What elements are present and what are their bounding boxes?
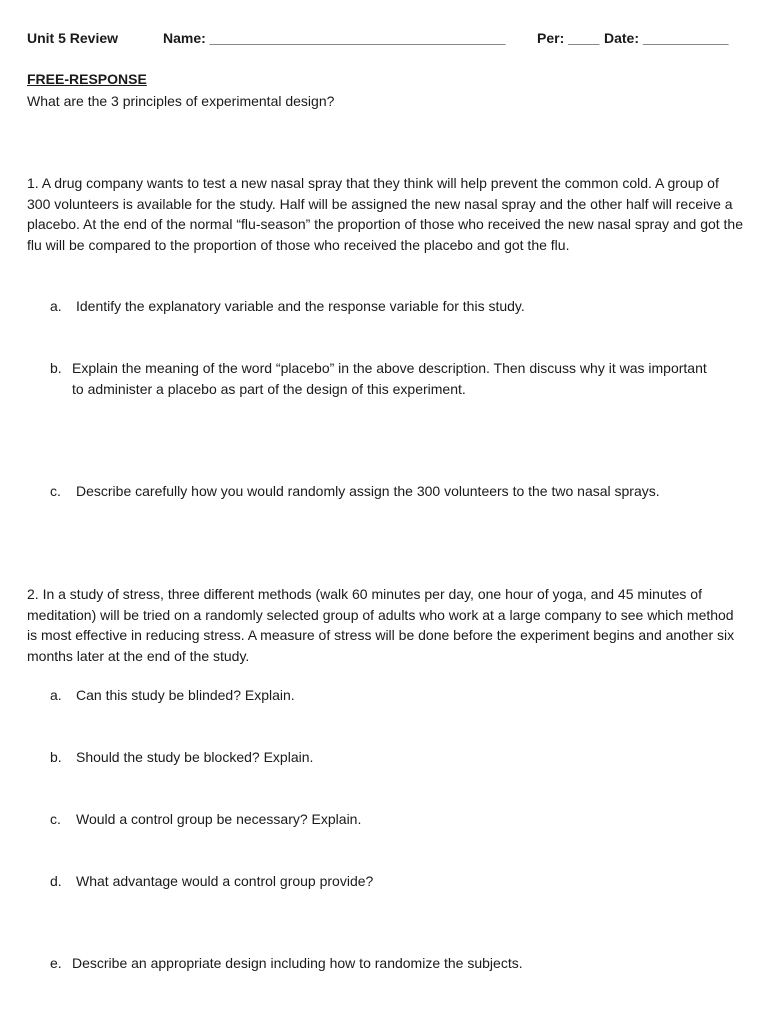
item-label: b. <box>50 749 62 765</box>
date-field: Date: ___________ <box>604 30 729 46</box>
item-text: Should the study be blocked? Explain. <box>76 749 314 765</box>
item-label: d. <box>50 873 62 889</box>
question-2a <box>50 685 710 706</box>
question-2e <box>50 953 710 974</box>
question-1b <box>50 358 710 399</box>
principles-question: What are the 3 principles of experimental design? <box>27 93 335 109</box>
item-text: Describe carefully how you would randomly assign the 300 volunteers to the two nasal sprays. <box>76 483 660 499</box>
question-1c <box>50 481 710 502</box>
question-2d <box>50 871 710 892</box>
item-text: Identify the explanatory variable and the response variable for this study. <box>76 298 525 314</box>
item-text: Can this study be blinded? Explain. <box>76 687 295 703</box>
item-text: Explain the meaning of the word “placebo” in the above description. Then discuss why it was important to administer a placebo as part of the design of this experiment. <box>72 360 707 397</box>
item-text: What advantage would a control group provide? <box>76 873 374 889</box>
section-title: FREE-RESPONSE <box>27 71 147 87</box>
item-label: e. <box>50 955 62 971</box>
question-1-prompt: 1. A drug company wants to test a new nasal spray that they think will help prevent the common cold. A group of 300 volunteers is available for the study. Half will be assigned the new nasal spray and the other half will receive a placebo. At the end of the normal “flu-season” the proportion of those who received the new nasal spray and got the flu will be compared to the proportion of those who received the placebo and got the flu. <box>27 175 744 253</box>
item-text: Would a control group be necessary? Explain. <box>76 811 362 827</box>
period-field: Per: ____ <box>537 30 600 46</box>
item-label: a. <box>50 687 62 703</box>
question-2b <box>50 747 710 768</box>
worksheet-title: Unit 5 Review <box>27 30 119 46</box>
question-1a <box>50 296 710 317</box>
item-label: c. <box>50 811 61 827</box>
question-2c <box>50 809 710 830</box>
item-label: a. <box>50 298 62 314</box>
item-label: c. <box>50 483 61 499</box>
item-label: b. <box>50 360 62 376</box>
name-field: Name: ______________________________________ <box>163 30 506 46</box>
item-text: Describe an appropriate design including how to randomize the subjects. <box>72 955 523 971</box>
question-2-prompt: 2. In a study of stress, three different methods (walk 60 minutes per day, one hour of yoga, and 45 minutes of meditation) will be tried on a randomly selected group of adults who work at a large company to see which method is most effective in reducing stress. A measure of stress will be done before the experiment begins and another six months later at the end of the study. <box>27 586 735 664</box>
